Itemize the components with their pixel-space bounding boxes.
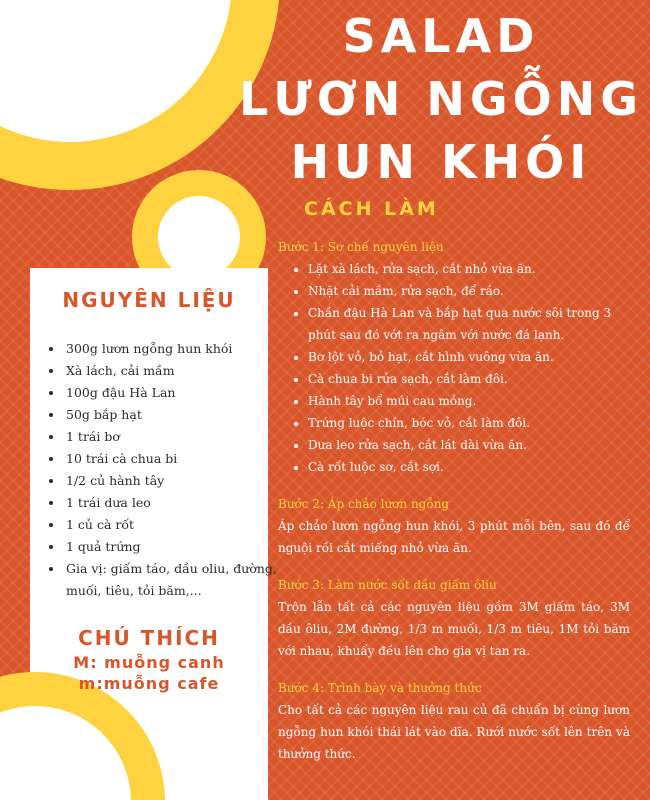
- step-bullet: • Lặt xà lách, rửa sạch, cắt nhỏ vừa ăn.: [308, 258, 630, 280]
- step-bullet: • Trứng luộc chín, bóc vỏ, cắt làm đôi.: [308, 412, 630, 434]
- step-title: Bước 4: Trình bày và thưởng thức: [278, 681, 482, 695]
- step-text: Trộn lẫn tất cả các nguyên liệu gồm 3M giấm táo, 3M dầu ôliu, 2M đường, 1/3 m muối, 1/3 m tiêu, 1M tỏi băm với nhau, khuấy đều lên cho gia vị tan ra.: [278, 600, 630, 658]
- title-line: SALAD: [342, 9, 540, 63]
- steps-section: [278, 236, 630, 765]
- decor-circle-middle-center: [158, 196, 240, 278]
- ingredient-item: • 1 quả trứng: [64, 536, 284, 558]
- note-line: M: muỗng canh: [73, 653, 225, 672]
- step-title: Bước 3: Làm nước sốt dầu giấm ôliu: [278, 578, 497, 592]
- step-bullet-list: [278, 258, 630, 478]
- ingredient-item: • 1 trái bơ: [64, 426, 284, 448]
- ingredient-item: • 1 trái dưa leo: [64, 492, 284, 514]
- ingredients-heading: NGUYÊN LIỆU: [62, 288, 236, 312]
- ingredient-item: • 1/2 củ hành tây: [64, 470, 284, 492]
- ingredient-item: • 10 trái cà chua bi: [64, 448, 284, 470]
- title-line: HUN KHÓI: [290, 135, 592, 189]
- step-bullet: • Bơ lột vỏ, bỏ hạt, cắt hình vuông vừa ăn.: [308, 346, 630, 368]
- ingredient-item: • 100g đậu Hà Lan: [64, 382, 284, 404]
- step-bullet: • Cà rốt luộc sơ, cắt sợi.: [308, 456, 630, 478]
- ingredient-item: • 1 củ cà rốt: [64, 514, 284, 536]
- ingredient-item: • Gia vị: giấm táo, dầu oliu, đường, muối, tiêu, tỏi băm,...: [64, 558, 284, 602]
- title-line: LƯƠN NGỖNG: [238, 72, 644, 126]
- step-bullet: • Dưa leo rửa sạch, cắt lát dài vừa ăn.: [308, 434, 630, 456]
- step-bullet: • Chần đậu Hà Lan và bắp hạt qua nước sôi trong 3 phút sau đó vớt ra ngâm với nước đá lạnh.: [308, 302, 630, 346]
- ingredients-list: [42, 338, 284, 602]
- step-title: Bước 2: Áp chảo lươn ngỗng: [278, 497, 450, 511]
- step-bullet: • Nhặt cải mầm, rửa sạch, để ráo.: [308, 280, 630, 302]
- note-line: m:muỗng cafe: [78, 674, 220, 693]
- step-bullet: • Hành tây bổ múi cau mỏng.: [308, 390, 630, 412]
- step-text: Áp chảo lươn ngỗng hun khói, 3 phút mỗi bên, sau đó để nguội rồi cắt miếng nhỏ vừa ăn.: [278, 519, 630, 555]
- notes-heading: CHÚ THÍCH: [78, 626, 220, 650]
- step-bullet: • Cà chua bi rửa sạch, cắt làm đôi.: [308, 368, 630, 390]
- notes-section: [30, 624, 268, 694]
- step-text: Cho tất cả các nguyên liệu rau củ đã chuẩn bị cùng lươn ngỗng hun khói thái lát vào dĩa. Rưới nước sốt lên trên và thưởng thức.: [278, 703, 630, 761]
- ingredient-item: • Xà lách, cải mầm: [64, 360, 284, 382]
- ingredient-item: • 300g lươn ngỗng hun khói: [64, 338, 284, 360]
- ingredient-item: • 50g bắp hạt: [64, 404, 284, 426]
- method-heading: CÁCH LÀM: [304, 198, 439, 220]
- step-title: Bước 1: Sơ chế nguyên liệu: [278, 240, 444, 254]
- recipe-title: [232, 5, 650, 194]
